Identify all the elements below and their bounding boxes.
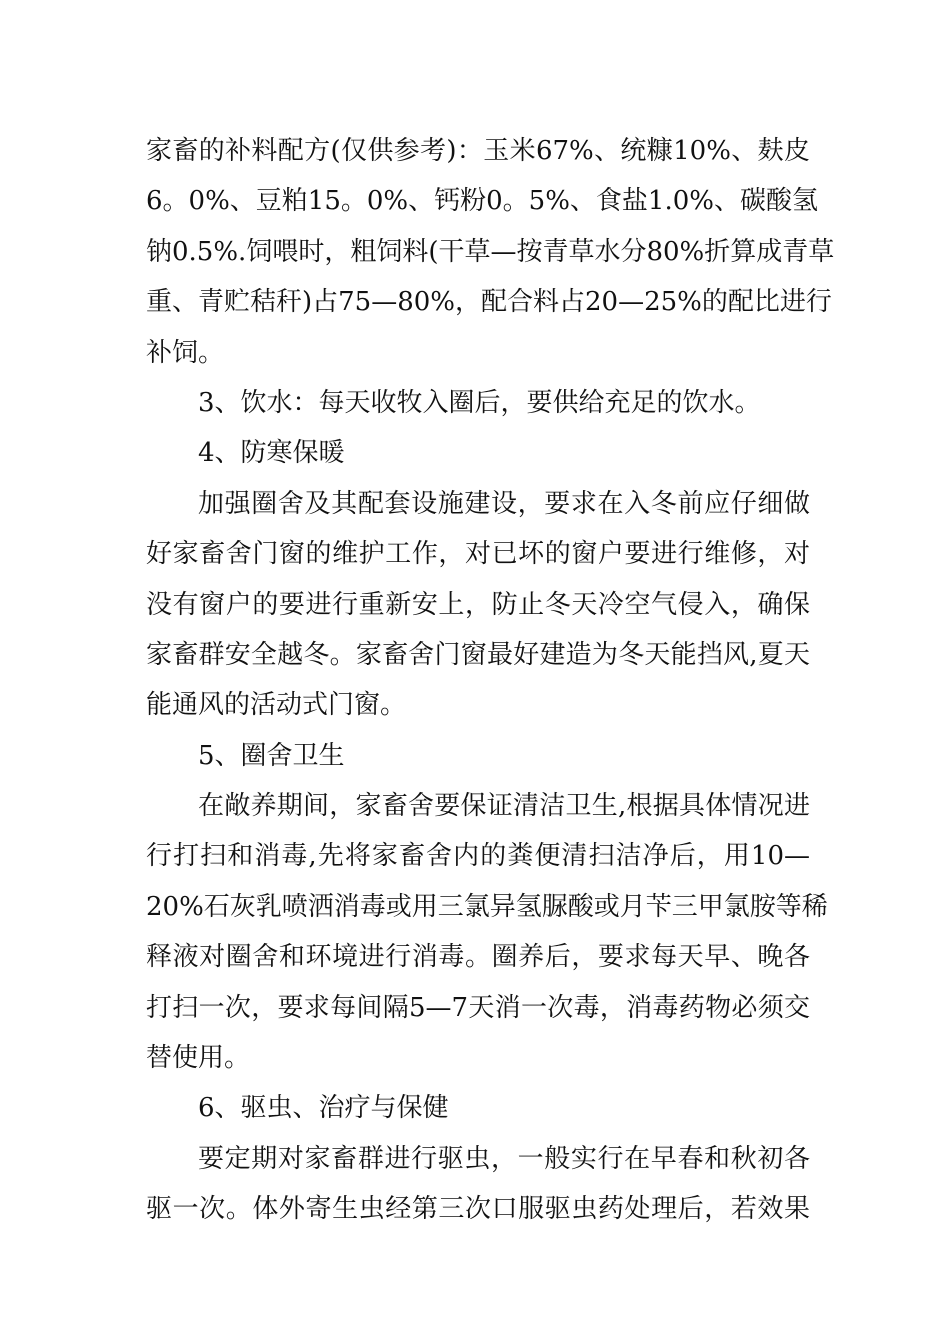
paragraph-line: 加强圈舍及其配套设施建设，要求在入冬前应仔细做 [198, 488, 810, 519]
paragraph-line: 释液对圈舍和环境进行消毒。圈养后，要求每天早、晚各 [146, 942, 810, 973]
paragraph-line: 重、青贮秸秆)占75—80%，配合料占20—25%的配比进行 [146, 287, 832, 318]
paragraph-line: 没有窗户的要进行重新安上，防止冬天冷空气侵入，确保 [146, 589, 810, 620]
paragraph-line: 家畜群安全越冬。家畜舍门窗最好建造为冬天能挡风,夏天 [146, 639, 810, 670]
paragraph-line: 6。0%、豆粕15。0%、钙粉0。5%、食盐1.0%、碳酸氢 [146, 186, 818, 217]
section-heading-deworming: 6、驱虫、治疗与保健 [198, 1093, 449, 1124]
document-body [146, 126, 835, 1235]
paragraph-line: 替使用。 [146, 1043, 251, 1074]
paragraph-line: 家畜的补料配方(仅供参考)：玉米67%、统糠10%、麸皮 [146, 136, 810, 166]
paragraph-line: 20%石灰乳喷洒消毒或用三氯异氢脲酸或月苄三甲氯胺等稀 [146, 891, 828, 922]
section-line-drinking-water: 3、饮水：每天收牧入圈后，要供给充足的饮水。 [198, 387, 761, 418]
paragraph-line: 好家畜舍门窗的维护工作，对已坏的窗户要进行维修，对 [146, 539, 810, 570]
paragraph-line: 要定期对家畜群进行驱虫，一般实行在早春和秋初各 [198, 1143, 810, 1174]
paragraph-line: 补饲。 [146, 337, 225, 368]
paragraph-line: 钠0.5%.饲喂时，粗饲料(干草—按青草水分80%折算成青草 [146, 236, 835, 267]
paragraph-line: 驱一次。体外寄生虫经第三次口服驱虫药处理后，若效果 [146, 1194, 810, 1225]
paragraph-line: 在敞养期间，家畜舍要保证清洁卫生,根据具体情况进 [198, 791, 810, 822]
paragraph-line: 行打扫和消毒,先将家畜舍内的粪便清扫洁净后，用10— [146, 841, 810, 872]
section-heading-cold-protection: 4、防寒保暖 [198, 438, 345, 469]
paragraph-line: 能通风的活动式门窗。 [146, 690, 407, 721]
section-heading-sanitation: 5、圈舍卫生 [198, 740, 345, 771]
paragraph-line: 打扫一次，要求每间隔5—7天消一次毒，消毒药物必须交 [146, 992, 810, 1023]
